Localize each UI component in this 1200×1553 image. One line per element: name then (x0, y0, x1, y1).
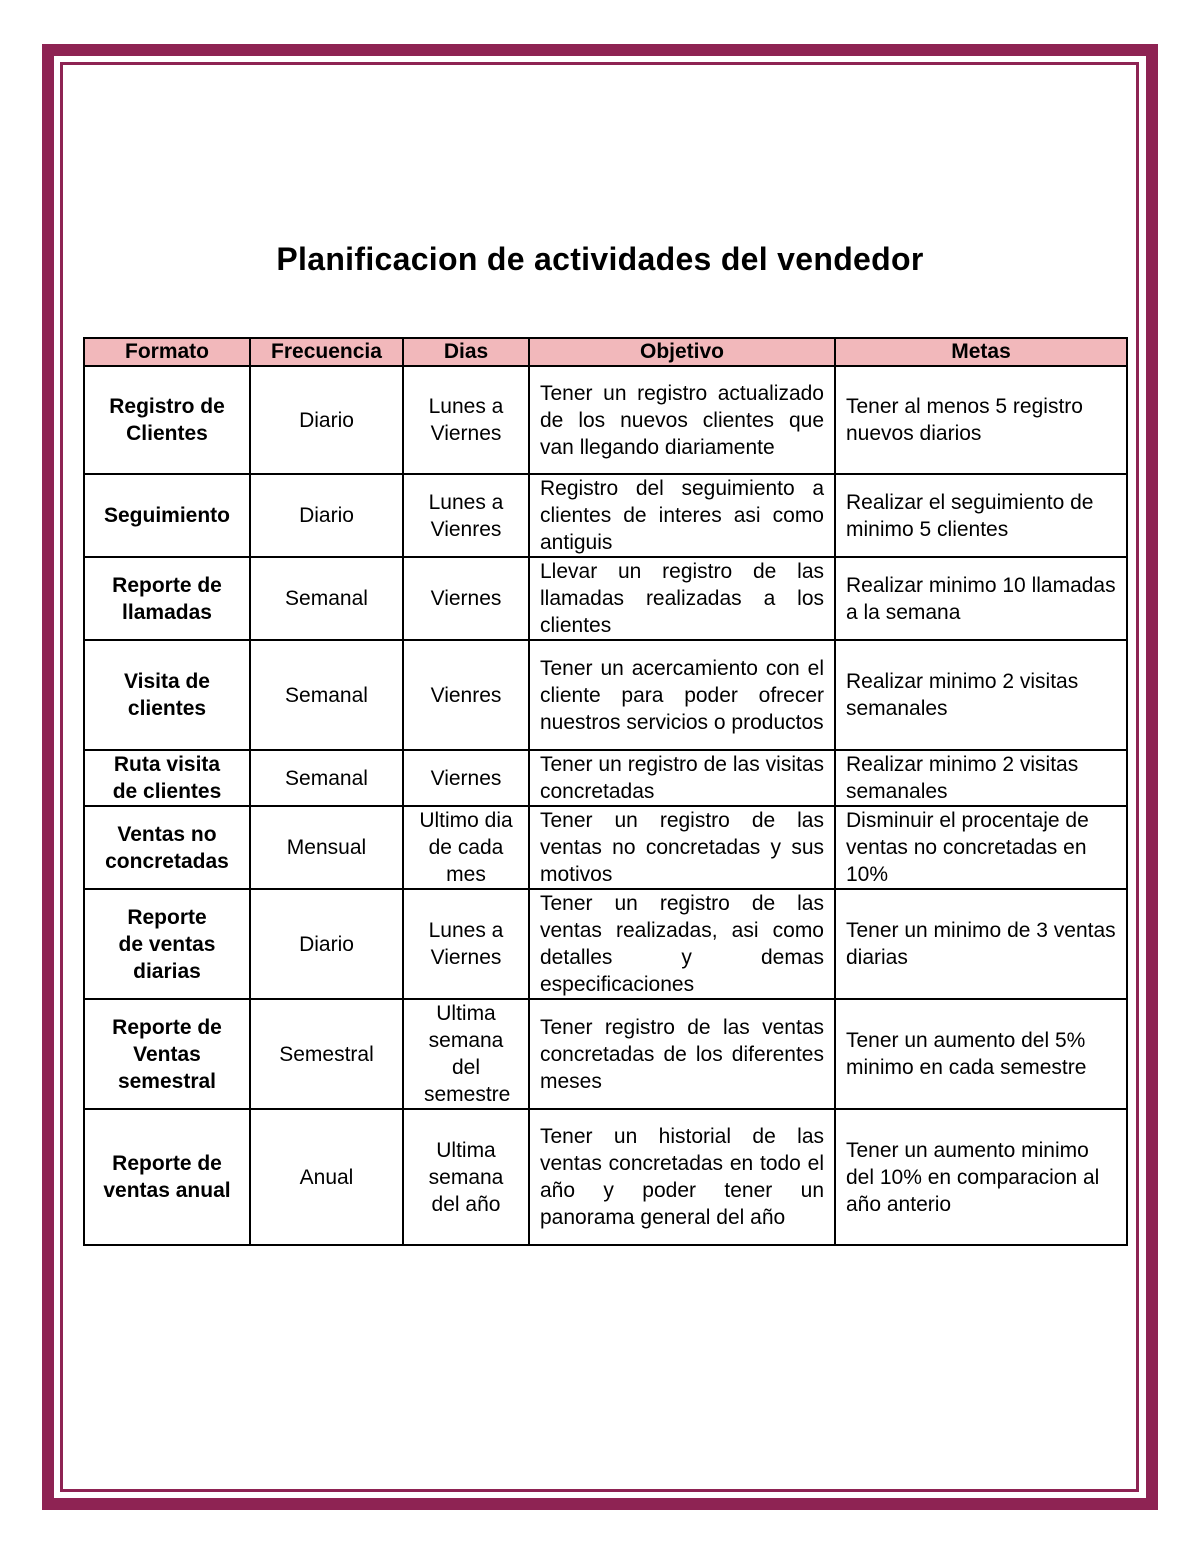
cell-metas: Disminuir el procentaje de ventas no concretadas en 10% (835, 806, 1127, 889)
cell-objetivo: Tener un registro actualizado de los nuevos clientes que van llegando diariamente (529, 366, 835, 474)
table-header-row (84, 338, 1127, 366)
table-row (84, 999, 1127, 1109)
header-objetivo: Objetivo (529, 338, 835, 366)
cell-frecuencia: Diario (250, 889, 403, 999)
cell-dias: Vienres (403, 640, 529, 750)
cell-formato: Reporte de ventas diarias (84, 889, 250, 999)
cell-metas: Tener un minimo de 3 ventas diarias (835, 889, 1127, 999)
cell-objetivo: Tener un registro de las visitas concretadas (529, 750, 835, 806)
cell-dias: Ultimo dia de cada mes (403, 806, 529, 889)
cell-formato: Reporte de llamadas (84, 557, 250, 640)
cell-formato: Registro de Clientes (84, 366, 250, 474)
cell-formato: Ventas no concretadas (84, 806, 250, 889)
table-row (84, 557, 1127, 640)
cell-metas: Realizar minimo 10 llamadas a la semana (835, 557, 1127, 640)
cell-metas: Realizar el seguimiento de minimo 5 clientes (835, 474, 1127, 557)
cell-objetivo: Registro del seguimiento a clientes de interes asi como antiguis (529, 474, 835, 557)
cell-dias: Viernes (403, 750, 529, 806)
cell-metas: Realizar minimo 2 visitas semanales (835, 750, 1127, 806)
table-row (84, 1109, 1127, 1245)
table-row (84, 889, 1127, 999)
cell-frecuencia: Anual (250, 1109, 403, 1245)
cell-dias: Viernes (403, 557, 529, 640)
cell-frecuencia: Semanal (250, 750, 403, 806)
cell-metas: Tener al menos 5 registro nuevos diarios (835, 366, 1127, 474)
cell-formato: Seguimiento (84, 474, 250, 557)
header-formato: Formato (84, 338, 250, 366)
cell-dias: Ultima semana del año (403, 1109, 529, 1245)
header-frecuencia: Frecuencia (250, 338, 403, 366)
cell-frecuencia: Diario (250, 366, 403, 474)
cell-metas: Tener un aumento minimo del 10% en comparacion al año anterio (835, 1109, 1127, 1245)
cell-frecuencia: Semestral (250, 999, 403, 1109)
table-row (84, 806, 1127, 889)
table-row (84, 640, 1127, 750)
cell-metas: Tener un aumento del 5% minimo en cada semestre (835, 999, 1127, 1109)
cell-frecuencia: Semanal (250, 557, 403, 640)
cell-dias: Ultima semana del semestre (403, 999, 529, 1109)
cell-formato: Reporte de Ventas semestral (84, 999, 250, 1109)
cell-objetivo: Tener un historial de las ventas concretadas en todo el año y poder tener un panorama general del año (529, 1109, 835, 1245)
activity-plan-table (83, 337, 1128, 1246)
cell-frecuencia: Diario (250, 474, 403, 557)
header-dias: Dias (403, 338, 529, 366)
table-row (84, 366, 1127, 474)
cell-formato: Reporte de ventas anual (84, 1109, 250, 1245)
cell-objetivo: Tener un registro de las ventas realizadas, asi como detalles y demas especificaciones (529, 889, 835, 999)
cell-formato: Visita de clientes (84, 640, 250, 750)
table-row (84, 474, 1127, 557)
cell-objetivo: Tener un acercamiento con el cliente para poder ofrecer nuestros servicios o productos (529, 640, 835, 750)
cell-dias: Lunes a Vienres (403, 474, 529, 557)
cell-metas: Realizar minimo 2 visitas semanales (835, 640, 1127, 750)
cell-objetivo: Tener un registro de las ventas no concretadas y sus motivos (529, 806, 835, 889)
cell-frecuencia: Semanal (250, 640, 403, 750)
cell-objetivo: Llevar un registro de las llamadas realizadas a los clientes (529, 557, 835, 640)
cell-dias: Lunes a Viernes (403, 366, 529, 474)
page-title: Planificacion de actividades del vendedor (276, 241, 924, 278)
cell-dias: Lunes a Viernes (403, 889, 529, 999)
cell-formato: Ruta visita de clientes (84, 750, 250, 806)
header-metas: Metas (835, 338, 1127, 366)
cell-frecuencia: Mensual (250, 806, 403, 889)
table-row (84, 750, 1127, 806)
cell-objetivo: Tener registro de las ventas concretadas de los diferentes meses (529, 999, 835, 1109)
